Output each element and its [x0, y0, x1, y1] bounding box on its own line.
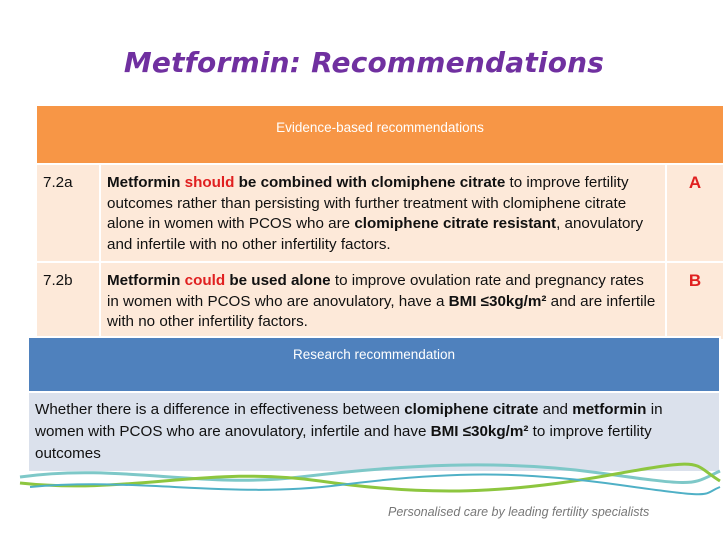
evidence-header: Evidence-based recommendations [36, 105, 724, 164]
text-segment: Metformin [107, 272, 185, 289]
text-segment: to improve fertility outcomes [35, 423, 652, 462]
text-segment: in women with PCOS who are anovulatory, infertile and have [35, 401, 663, 440]
text-segment: could [184, 272, 226, 289]
text-segment: be used alone [225, 272, 331, 289]
research-header: Research recommendation [28, 337, 720, 392]
recommendation-code: 7.2a [36, 164, 100, 262]
text-segment: to improve ovulation rate and pregnancy rates in women with PCOS who are anovulatory, have a [107, 272, 644, 310]
text-segment: be combined with clomiphene citrate [234, 174, 506, 191]
text-segment: BMI ≤30kg/m² [448, 292, 547, 310]
text-segment: BMI ≤30kg/m² [430, 423, 529, 440]
recommendation-text [100, 164, 666, 262]
text-segment: should [184, 174, 235, 191]
text-segment: metformin [572, 401, 647, 418]
recommendation-grade: A [666, 164, 724, 262]
text-segment: Metformin [107, 174, 185, 191]
table-row [36, 164, 724, 262]
recommendation-code: 7.2b [36, 262, 100, 340]
text-segment: clomiphene citrate [404, 401, 539, 418]
recommendation-text [100, 262, 666, 340]
page-title: Metformin: Recommendations [123, 46, 605, 79]
text-segment: and are infertile with no other infertility factors. [107, 292, 656, 330]
evidence-table [35, 104, 725, 341]
text-segment: and [538, 401, 573, 418]
table-row [36, 262, 724, 340]
footer-tagline: Personalised care by leading fertility specialists [388, 505, 650, 519]
research-header-row [28, 337, 720, 392]
text-segment: to improve fertility outcomes rather than persisting with further treatment with clomiphene citrate alone in women with PCOS who are [107, 174, 629, 232]
research-table [27, 336, 721, 473]
decorative-wave [0, 455, 728, 505]
text-segment: , anovulatory and infertile with no other infertility factors. [107, 215, 644, 253]
text-segment: clomiphene citrate resistant [354, 215, 557, 232]
recommendation-grade: B [666, 262, 724, 340]
evidence-header-row [36, 105, 724, 164]
text-segment: Whether there is a difference in effectiveness between [35, 401, 405, 418]
